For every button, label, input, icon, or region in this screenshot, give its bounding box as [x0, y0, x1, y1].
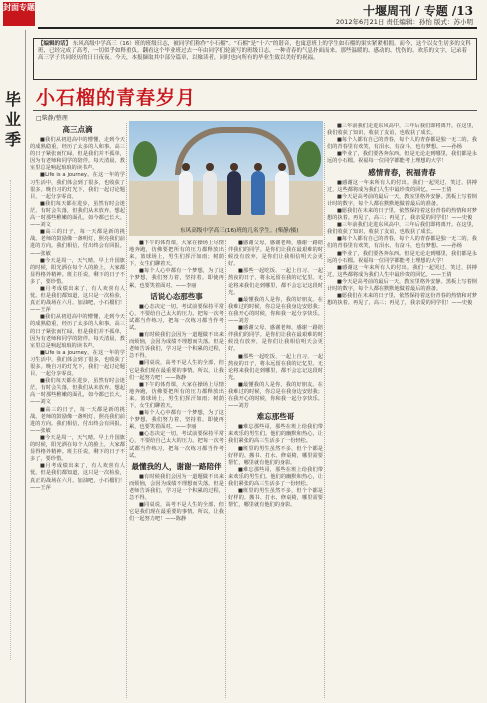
- byline: □柴静/整理: [36, 115, 68, 122]
- article-column-1: 高三点滴 ■我们从初进高中的懵懂，走到今天的成熟稳重，经历了太多的人和事。高三的日子紧张而忙碌，但是我们并不孤单，因为有老师和同学的陪伴。每天清晨，教室里总是响起琅琅的读书声。 ■Life is a journey。在这一年的学习生活中，我们体会到了很多，也收获了很多。晚自习的灯光下，我们一起讨论题目，一起分享零食。 ■我们每天都在进步，虽然有时会迷茫，有时会失落，但我们从未放弃。想起高一时那些稚嫩的面孔，如今都已长大。——刘文 ■高三的日子，每一天都是新的挑战。老师的鼓励像一盏明灯，照亮我们前进的方向。我们相信，付出终会有回报。——张敏 ■今天是周一，天气晴。早上升国旗的时候，阳光洒在每个人的脸上，大家都显得格外精神。班主任说，剩下的日子不多了，要珍惜。 ■月考成绩出来了，有人欢喜有人忧。但是我们都知道，这只是一次检验，真正的战场在六月。加油吧，小石榴们！——王萍 ■我们从初进高中的懵懂，走到今天的成熟稳重，经历了太多的人和事。高三的日子紧张而忙碌，但是我们并不孤单，因为有老师和同学的陪伴。每天清晨，教室里总是响起琅琅的读书声。 ■Life is a journey。在这一年的学习生活中，我们体会到了很多，也收获了很多。晚自习的灯光下，我们一起讨论题目，一起分享零食。 ■我们每天都在进步，虽然有时会迷茫，有时会失落，但我们从未放弃。想起高一时那些稚嫩的面孔，如今都已长大。——刘文 ■高三的日子，每一天都是新的挑战。老师的鼓励像一盏明灯，照亮我们前进的方向。我们相信，付出终会有回报。——张敏 ■今天是周一，天气晴。早上升国旗的时候，阳光洒在每个人的脸上，大家都显得格外精神。班主任说，剩下的日子不多了，要珍惜。 ■月考成绩出来了，有人欢喜有人忧。但是我们都知道，这只是一次检验，真正的战场在六月。加油吧，小石榴们！——王萍: [30, 125, 125, 491]
- section-title-5: 感情青春，祝福青春: [368, 167, 436, 177]
- student-figure: [179, 171, 193, 215]
- section-title-1: 高三点滴: [62, 125, 93, 134]
- side-title: 毕业季: [4, 90, 21, 149]
- header-rule: [38, 27, 477, 29]
- student-figure: [251, 171, 265, 215]
- side-dots: [10, 180, 14, 660]
- paper-title: 十堰周刊 / 专题 /13: [363, 4, 473, 18]
- side-strip: [0, 30, 26, 703]
- section-tag: 封面专题: [3, 2, 35, 26]
- student-figure: [203, 171, 217, 215]
- student-figure: [275, 171, 289, 215]
- editor-note: [33, 38, 477, 80]
- article-column-2: ■下午的体育课，大家在操场上尽情地奔跑，仿佛要把所有的压力都释放出来。篮球场上，男生们挥汗如雨；树荫下，女生们聊着天。 ■每个人心中都有一个梦想，为了这个梦想，我们努力着，坚持着。即使再累，也要笑着面对。——李丽 话说心态那些事 ■心态决定一切。考试前要保持平常心，不要给自己太大的压力。把每一次考试都当作练习，把每一次练习都当作考试。 ■有时候我们会因为一道题做不出来而烦恼，会因为成绩不理想而失落。但是老师告诉我们，学习是一个积累的过程，急不得。 ■同桌说，高考不是人生的全部，但它是我们现在最重要的事情。所以，让我们一起努力吧！——陈静 ■下午的体育课，大家在操场上尽情地奔跑，仿佛要把所有的压力都释放出来。篮球场上，男生们挥汗如雨；树荫下，女生们聊着天。 ■每个人心中都有一个梦想，为了这个梦想，我们努力着，坚持着。即使再累，也要笑着面对。——李丽 ■心态决定一切。考试前要保持平常心，不要给自己太大的压力。把每一次考试都当作练习，把每一次练习都当作考试。 最懂我的人，谢谢一路陪伴 ■有时候我们会因为一道题做不出来而烦恼，会因为成绩不理想而失落。但是老师告诉我们，学习是一个积累的过程，急不得。 ■同桌说，高考不是人生的全部，但它是我们现在最重要的事情。所以，让我们一起努力吧！——陈静: [129, 240, 224, 523]
- section-title-3: 最懂我的人，谢谢一路陪伴: [131, 461, 222, 471]
- editor-note-text: 东风高级中学高三（16）班的班级日志，被同学们称作“小石榴”。“石榴”是“十六”的谐音，也寓意班上的学生如石榴的果实紧紧相拥。而今，这个以女生居多的文科班，已经完成了高考，一切似乎如释重负。翻看这个毕业班过去一年由同学们轮流写的班级日志，一种青春的气息扑面而来。那些温暖的、感动的、忧伤的、欢乐的文字，记录着高三学子共同经历的日日夜夜。今天，本报撷取其中部分篇章，以飨读者，同时也向所有的毕业生致以美好的祝福。: [38, 41, 471, 61]
- editor-note-label: 【编辑的话】: [38, 41, 72, 47]
- headline-rule: [33, 110, 477, 111]
- issue-date: 2012年6月21日 责任编辑：孙怡 版式：苏小明: [335, 18, 473, 26]
- article-column-4: ■三年前我们走进东风高中，三年后我们即将离开。在这里，我们收获了知识，收获了友谊，也收获了成长。 ■每个人都有自己的青春，每个人的青春都是独一无二的。我们的青春里有欢笑，有泪水，有奋斗，也有梦想。——孙杨 ■毕业了，我们要各奔东西。但是无论走到哪里，我们都是永远的小石榴。祝福每一位同学都能考上理想的大学！ 感情青春，祝福青春 ■感谢这一年来所有人的付出。我们一起哭过、笑过、拼搏过，这些都将成为我们人生中最珍贵的回忆。——王倩 ■今天是高考前的最后一天，教室里格外安静。黑板上写着倒计时的数字，每个人都在默默地做着最后的准备。 ■愿我们在未来的日子里，依然保持着这份青春的热情和对梦想的执着。再见了，高三；再见了，我亲爱的同学们！——史俊 ■三年前我们走进东风高中，三年后我们即将离开。在这里，我们收获了知识，收获了友谊，也收获了成长。 ■每个人都有自己的青春，每个人的青春都是独一无二的。我们的青春里有欢笑，有泪水，有奋斗，也有梦想。——孙杨 ■毕业了，我们要各奔东西。但是无论走到哪里，我们都是永远的小石榴。祝福每一位同学都能考上理想的大学！ ■感谢这一年来所有人的付出。我们一起哭过、笑过、拼搏过，这些都将成为我们人生中最珍贵的回忆。——王倩 ■今天是高考前的最后一天，教室里格外安静。黑板上写着倒计时的数字，每个人都在默默地做着最后的准备。 ■愿我们在未来的日子里，依然保持着这份青春的热情和对梦想的执着。再见了，高三；再见了，我亲爱的同学们！——史俊: [327, 123, 477, 307]
- section-title-2: 话说心态那些事: [150, 291, 203, 301]
- photo-caption: 东风高级中学高三(16)班的几名学生。(柴静/摄): [180, 228, 299, 234]
- page-header: [0, 0, 487, 30]
- article-headline: 小石榴的青春岁月: [36, 87, 197, 109]
- article-photo: [129, 121, 323, 236]
- section-title-4: 难忘那些哥: [256, 412, 295, 422]
- article-column-3: ■感谢父母，感谢老师，感谢一路陪伴我们的同学。是你们让我在最艰难的时候没有放弃，是你们让我相信明天会更好。 ■那些一起吃饭、一起上自习、一起熬夜的日子，将永远留在我的记忆里。无论将来我们走到哪里，都不会忘记这段时光。 ■最懂我的人是你，我的好朋友。在我难过的时候，你总是在我身边安慰我；在我开心的时候，你和我一起分享快乐。——刘芳 ■感谢父母，感谢老师，感谢一路陪伴我们的同学。是你们让我在最艰难的时候没有放弃，是你们让我相信明天会更好。 ■那些一起吃饭、一起上自习、一起熬夜的日子，将永远留在我的记忆里。无论将来我们走到哪里，都不会忘记这段时光。 ■最懂我的人是你，我的好朋友。在我难过的时候，你总是在我身边安慰我；在我开心的时候，你和我一起分享快乐。——刘芳 难忘那些哥 ■难忘那些哥，那些在班上给我们带来欢乐的男生们。他们的幽默和热心，让我们紧张的高三生活多了一份轻松。 ■班里的男生虽然不多，但个个都是好样的。搬书、打水、修桌椅，哪里需要帮忙，哪里就有他们的身影。 ■难忘那些哥，那些在班上给我们带来欢乐的男生们。他们的幽默和热心，让我们紧张的高三生活多了一份轻松。 ■班里的男生虽然不多，但个个都是好样的。搬书、打水、修桌椅，哪里需要帮忙，哪里就有他们的身影。: [228, 240, 323, 509]
- student-figure: [227, 171, 241, 215]
